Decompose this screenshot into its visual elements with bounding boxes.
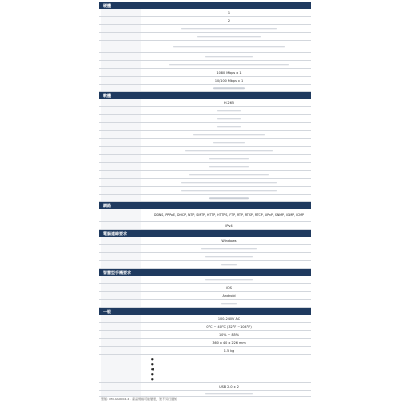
spec-value: IPv4 — [225, 223, 233, 228]
spec-value — [149, 115, 309, 122]
spec-label — [101, 139, 141, 146]
spec-row — [99, 77, 311, 85]
spec-value — [149, 107, 309, 114]
spec-sheet — [99, 2, 311, 404]
spec-row — [99, 383, 311, 391]
spec-label — [101, 284, 141, 291]
spec-value: 1080 Mbps x 1 — [216, 70, 242, 75]
spec-row — [99, 53, 311, 61]
section-title: 網路 — [103, 203, 111, 208]
spec-value — [149, 391, 309, 396]
section-bar-pc-requirements — [99, 230, 311, 237]
spec-row — [99, 41, 311, 53]
spec-row — [99, 323, 311, 331]
spec-value — [149, 195, 309, 201]
spec-label — [101, 187, 141, 194]
spec-label — [101, 25, 141, 32]
spec-value — [149, 171, 309, 178]
spec-row — [99, 33, 311, 41]
spec-value: iOS — [226, 285, 232, 290]
spec-row — [99, 261, 311, 269]
spec-value — [149, 300, 309, 307]
spec-row — [99, 147, 311, 155]
spec-label — [101, 276, 141, 283]
bullet-item: ● — [151, 357, 154, 361]
spec-value — [149, 276, 309, 283]
spec-row — [99, 245, 311, 253]
spec-value: DDNS, PPPoE, DHCP, NTP, SMTP, HTTP, HTTPS, FTP, RTP, RTSP, RTCP, UPnP, SNMP, IGMP, ICMP — [154, 212, 304, 217]
section-bar-software — [99, 92, 311, 99]
spec-row — [99, 237, 311, 245]
spec-row — [99, 195, 311, 202]
spec-row — [99, 355, 311, 383]
spec-value — [149, 25, 309, 32]
spec-value — [149, 41, 309, 52]
bullet-item: ● — [151, 362, 154, 366]
spec-label — [101, 163, 141, 170]
spec-label — [101, 347, 141, 354]
spec-label — [101, 292, 141, 299]
spec-label — [101, 41, 141, 52]
spec-value — [149, 61, 309, 68]
spec-value — [149, 85, 309, 91]
spec-label — [101, 171, 141, 178]
spec-value: Android — [222, 293, 236, 298]
spec-row — [99, 115, 311, 123]
spec-label — [101, 195, 141, 201]
spec-value — [149, 147, 309, 154]
spec-row — [99, 276, 311, 284]
spec-label — [101, 33, 141, 40]
spec-row — [99, 171, 311, 179]
spec-value — [149, 53, 309, 60]
spec-value: 1.5 kg — [223, 348, 235, 353]
spec-row — [99, 85, 311, 92]
spec-value: Windows — [221, 238, 237, 243]
spec-row — [99, 25, 311, 33]
section-bar-smartphone-requirements — [99, 269, 311, 276]
spec-value: 10% ~ 85% — [218, 332, 240, 337]
section-title: 硬體 — [103, 3, 111, 8]
spec-label — [101, 331, 141, 338]
section-title: 電腦連線要求 — [103, 231, 127, 236]
spec-row — [99, 222, 311, 230]
spec-label — [101, 391, 141, 396]
spec-label — [101, 61, 141, 68]
spec-label — [101, 383, 141, 390]
spec-value — [149, 33, 309, 40]
spec-row — [99, 292, 311, 300]
section-title: 軟體 — [103, 93, 111, 98]
section-title: 一般 — [103, 309, 111, 314]
spec-value — [149, 187, 309, 194]
spec-value — [149, 139, 309, 146]
spec-label — [101, 155, 141, 162]
spec-value — [149, 123, 309, 130]
spec-value — [149, 131, 309, 138]
spec-value — [149, 261, 309, 268]
section-bar-hardware — [99, 2, 311, 9]
spec-row — [99, 99, 311, 107]
bullet-item: ● — [151, 367, 154, 371]
spec-label — [101, 9, 141, 16]
spec-label — [101, 355, 141, 382]
spec-label — [101, 300, 141, 307]
spec-value: 100-240V AC — [217, 316, 241, 321]
footer-note: 型號: XM-4A0004-4 · 產品規格可能變更，恕不另行通知 — [101, 397, 178, 401]
spec-row — [99, 284, 311, 292]
spec-value — [149, 245, 309, 252]
spec-label — [101, 123, 141, 130]
spec-row — [99, 300, 311, 308]
spec-value: 360 x 40 x 226 mm — [212, 340, 246, 345]
spec-value: 0°C ~ 40°C (32°F ~104°F) — [206, 324, 252, 329]
spec-row — [99, 179, 311, 187]
spec-label — [101, 17, 141, 24]
spec-row — [99, 347, 311, 355]
spec-value: USB 2.0 x 2 — [219, 384, 239, 389]
spec-row — [99, 69, 311, 77]
spec-label — [101, 147, 141, 154]
spec-label — [101, 69, 141, 76]
spec-row — [99, 139, 311, 147]
section-bar-general — [99, 308, 311, 315]
spec-label — [101, 209, 141, 221]
spec-label — [101, 99, 141, 106]
spec-value: H.265 — [223, 100, 235, 105]
bullet-item: ● — [151, 372, 154, 376]
spec-row — [99, 155, 311, 163]
spec-label — [101, 115, 141, 122]
spec-row — [99, 107, 311, 115]
spec-label — [101, 77, 141, 84]
spec-label — [101, 179, 141, 186]
spec-row — [99, 331, 311, 339]
spec-value: 2 — [227, 18, 231, 23]
spec-label — [101, 131, 141, 138]
spec-value — [149, 179, 309, 186]
spec-row — [99, 61, 311, 69]
spec-label — [101, 53, 141, 60]
spec-label — [101, 85, 141, 91]
spec-label — [101, 237, 141, 244]
spec-row — [99, 131, 311, 139]
spec-row — [99, 315, 311, 323]
spec-value — [149, 253, 309, 260]
spec-row — [99, 253, 311, 261]
spec-label — [101, 107, 141, 114]
spec-row — [99, 163, 311, 171]
spec-label — [101, 222, 141, 229]
spec-row — [99, 209, 311, 222]
spec-row — [99, 339, 311, 347]
spec-value-list — [149, 355, 309, 382]
spec-label — [101, 315, 141, 322]
spec-row — [99, 187, 311, 195]
spec-label — [101, 245, 141, 252]
spec-label — [101, 261, 141, 268]
spec-value — [149, 155, 309, 162]
spec-row — [99, 9, 311, 17]
spec-label — [101, 323, 141, 330]
section-bar-network — [99, 202, 311, 209]
spec-row — [99, 17, 311, 25]
spec-row — [99, 123, 311, 131]
spec-value: 1 — [227, 10, 231, 15]
spec-label — [101, 253, 141, 260]
spec-value — [149, 163, 309, 170]
section-title: 智慧型手機要求 — [103, 270, 131, 275]
spec-value: 10/100 Mbps x 1 — [214, 78, 244, 83]
spec-label — [101, 339, 141, 346]
bullet-item: ● — [151, 377, 154, 381]
